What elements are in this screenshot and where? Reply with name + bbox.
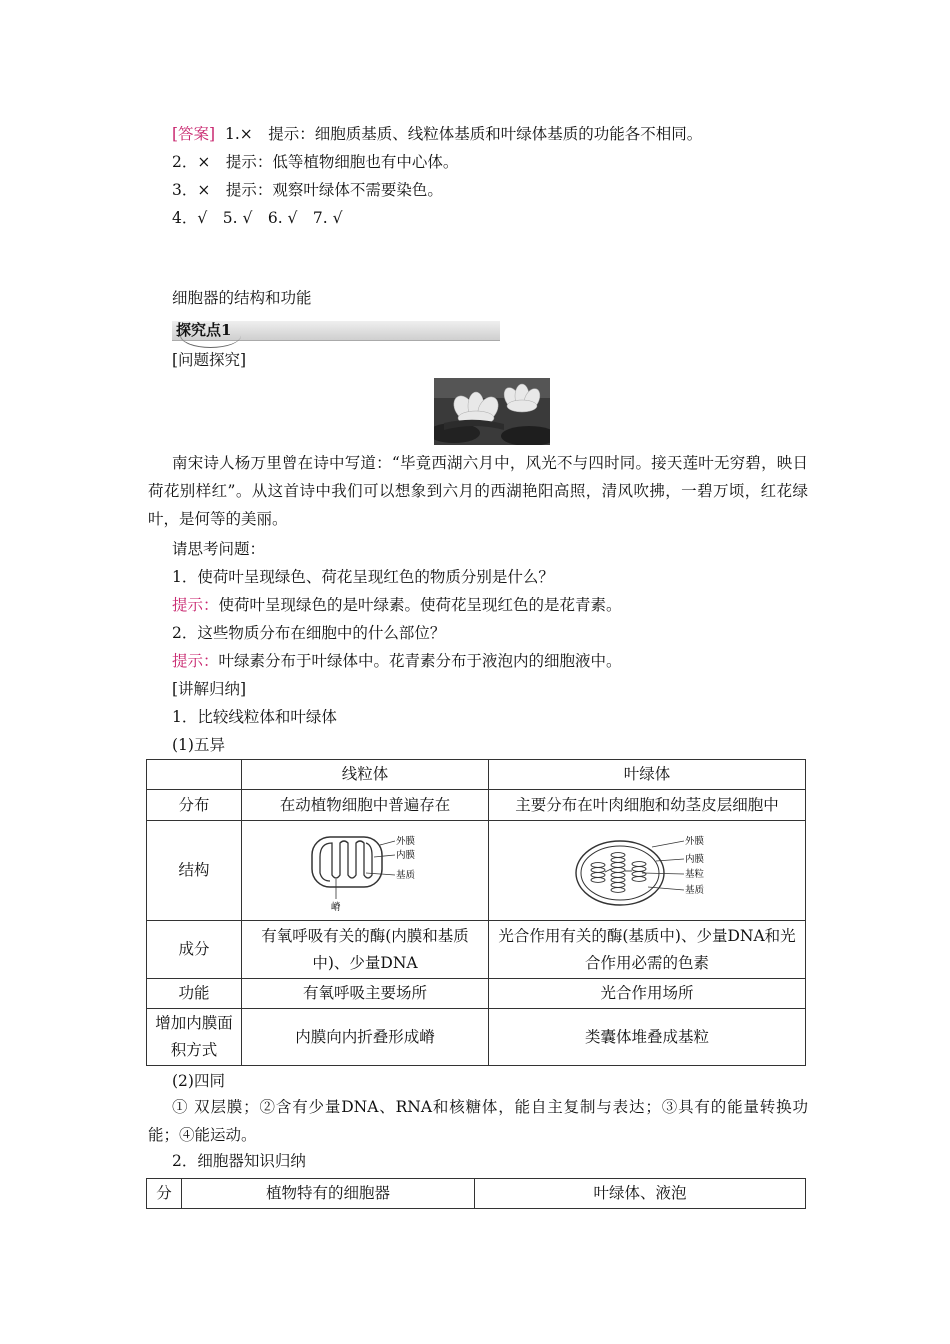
row-label: 结构 <box>147 821 242 921</box>
row-label: 分布 <box>147 790 242 821</box>
answer-line-4: 4．√ 5. √ 6. √ 7. √ <box>172 209 343 227</box>
organelle-table <box>146 1178 806 1209</box>
cell-mito-composition: 有氧呼吸有关的酶(内膜和基质中)、少量DNA <box>242 921 489 979</box>
mito-label-outer: 外膜 <box>396 835 416 847</box>
cell-chloro-membrane: 类囊体堆叠成基粒 <box>489 1009 806 1066</box>
comparison-table <box>146 759 806 1066</box>
row-label: 增加内膜面积方式 <box>147 1009 242 1066</box>
table-row <box>147 821 806 921</box>
summary-sub-1: (1)五异 <box>172 736 225 754</box>
lotus-photo <box>434 378 550 445</box>
row-label: 功能 <box>147 979 242 1009</box>
cell-chloro-diagram <box>489 821 806 921</box>
cell-chloro-composition: 光合作用有关的酶(基质中)、少量DNA和光合作用必需的色素 <box>489 921 806 979</box>
hint-text-1: 使荷叶呈现绿色的是叶绿素。使荷花呈现红色的是花青素。 <box>218 596 622 614</box>
cell-mito-function: 有氧呼吸主要场所 <box>242 979 489 1009</box>
answer-line-1 <box>172 122 702 144</box>
poem-paragraph: 南宋诗人杨万里曾在诗中写道：“毕竟西湖六月中，风光不与四时同。接天莲叶无穷碧，映日荷花别样红”。从这首诗中我们可以想象到六月的西湖艳阳高照，清风吹拂，一碧万顷，红花绿叶，是何等的美丽。 <box>148 454 808 528</box>
mito-label-crista: 嵴 <box>331 901 341 913</box>
table-row <box>147 790 806 821</box>
same-points-paragraph: ① 双层膜；②含有少量DNA、RNA和核糖体，能自主复制与表达；③具有的能量转换功能；④能运动。 <box>148 1098 808 1144</box>
hint-1 <box>172 593 622 615</box>
cell-mito-distribution: 在动植物细胞中普遍存在 <box>242 790 489 821</box>
table-row <box>147 921 806 979</box>
chloroplast-diagram <box>572 831 722 911</box>
cell-category: 分 <box>147 1179 182 1209</box>
cell-mito-membrane: 内膜向内折叠形成嵴 <box>242 1009 489 1066</box>
answer-text-1: 1.× 提示：细胞质基质、线粒体基质和叶绿体基质的功能各不相同。 <box>224 125 703 143</box>
cell-mito-diagram <box>242 821 489 921</box>
table-row <box>147 1179 806 1209</box>
header-mitochondria: 线粒体 <box>242 760 489 790</box>
summary-sub-2: (2)四同 <box>172 1072 225 1090</box>
hint-label: 提示： <box>172 596 219 614</box>
table-row <box>147 979 806 1009</box>
mitochondrion-diagram <box>300 827 430 915</box>
answer-line-2: 2．× 提示：低等植物细胞也有中心体。 <box>172 153 459 171</box>
header-empty <box>147 760 242 790</box>
summary-item-2: 2．细胞器知识归纳 <box>172 1152 306 1170</box>
header-chloroplast: 叶绿体 <box>489 760 806 790</box>
chloro-label-stroma: 基质 <box>685 884 705 896</box>
chloro-label-grana: 基粒 <box>685 868 705 880</box>
cell-chloro-function: 光合作用场所 <box>489 979 806 1009</box>
question-1: 1．使荷叶呈现绿色、荷花呈现红色的物质分别是什么？ <box>172 568 554 586</box>
hint-text-2: 叶绿素分布于叶绿体中。花青素分布于液泡内的细胞液中。 <box>218 652 622 670</box>
summary-item-1: 1．比较线粒体和叶绿体 <box>172 708 337 726</box>
chloro-label-outer: 外膜 <box>685 835 705 847</box>
section-title: 细胞器的结构和功能 <box>172 289 312 307</box>
cell-plant-specific: 植物特有的细胞器 <box>182 1179 475 1209</box>
cell-chloro-distribution: 主要分布在叶肉细胞和幼茎皮层细胞中 <box>489 790 806 821</box>
mito-label-matrix: 基质 <box>396 869 416 881</box>
hint-label: 提示： <box>172 652 219 670</box>
cell-organelles: 叶绿体、液泡 <box>475 1179 806 1209</box>
question-2: 2．这些物质分布在细胞中的什么部位？ <box>172 624 446 642</box>
answer-tag: [答案] <box>172 125 216 143</box>
inquiry-header: [问题探究] <box>172 351 247 369</box>
summary-header: [讲解归纳] <box>172 680 247 698</box>
table-row <box>147 1009 806 1066</box>
banner-label: 探究点1 <box>176 321 232 339</box>
table-header-row <box>147 760 806 790</box>
mito-label-inner: 内膜 <box>396 849 416 861</box>
inquiry-banner <box>172 321 500 341</box>
chloro-label-inner: 内膜 <box>685 853 705 865</box>
row-label: 成分 <box>147 921 242 979</box>
think-prompt: 请思考问题： <box>172 540 266 558</box>
hint-2 <box>172 649 622 671</box>
answer-line-3: 3．× 提示：观察叶绿体不需要染色。 <box>172 181 443 199</box>
